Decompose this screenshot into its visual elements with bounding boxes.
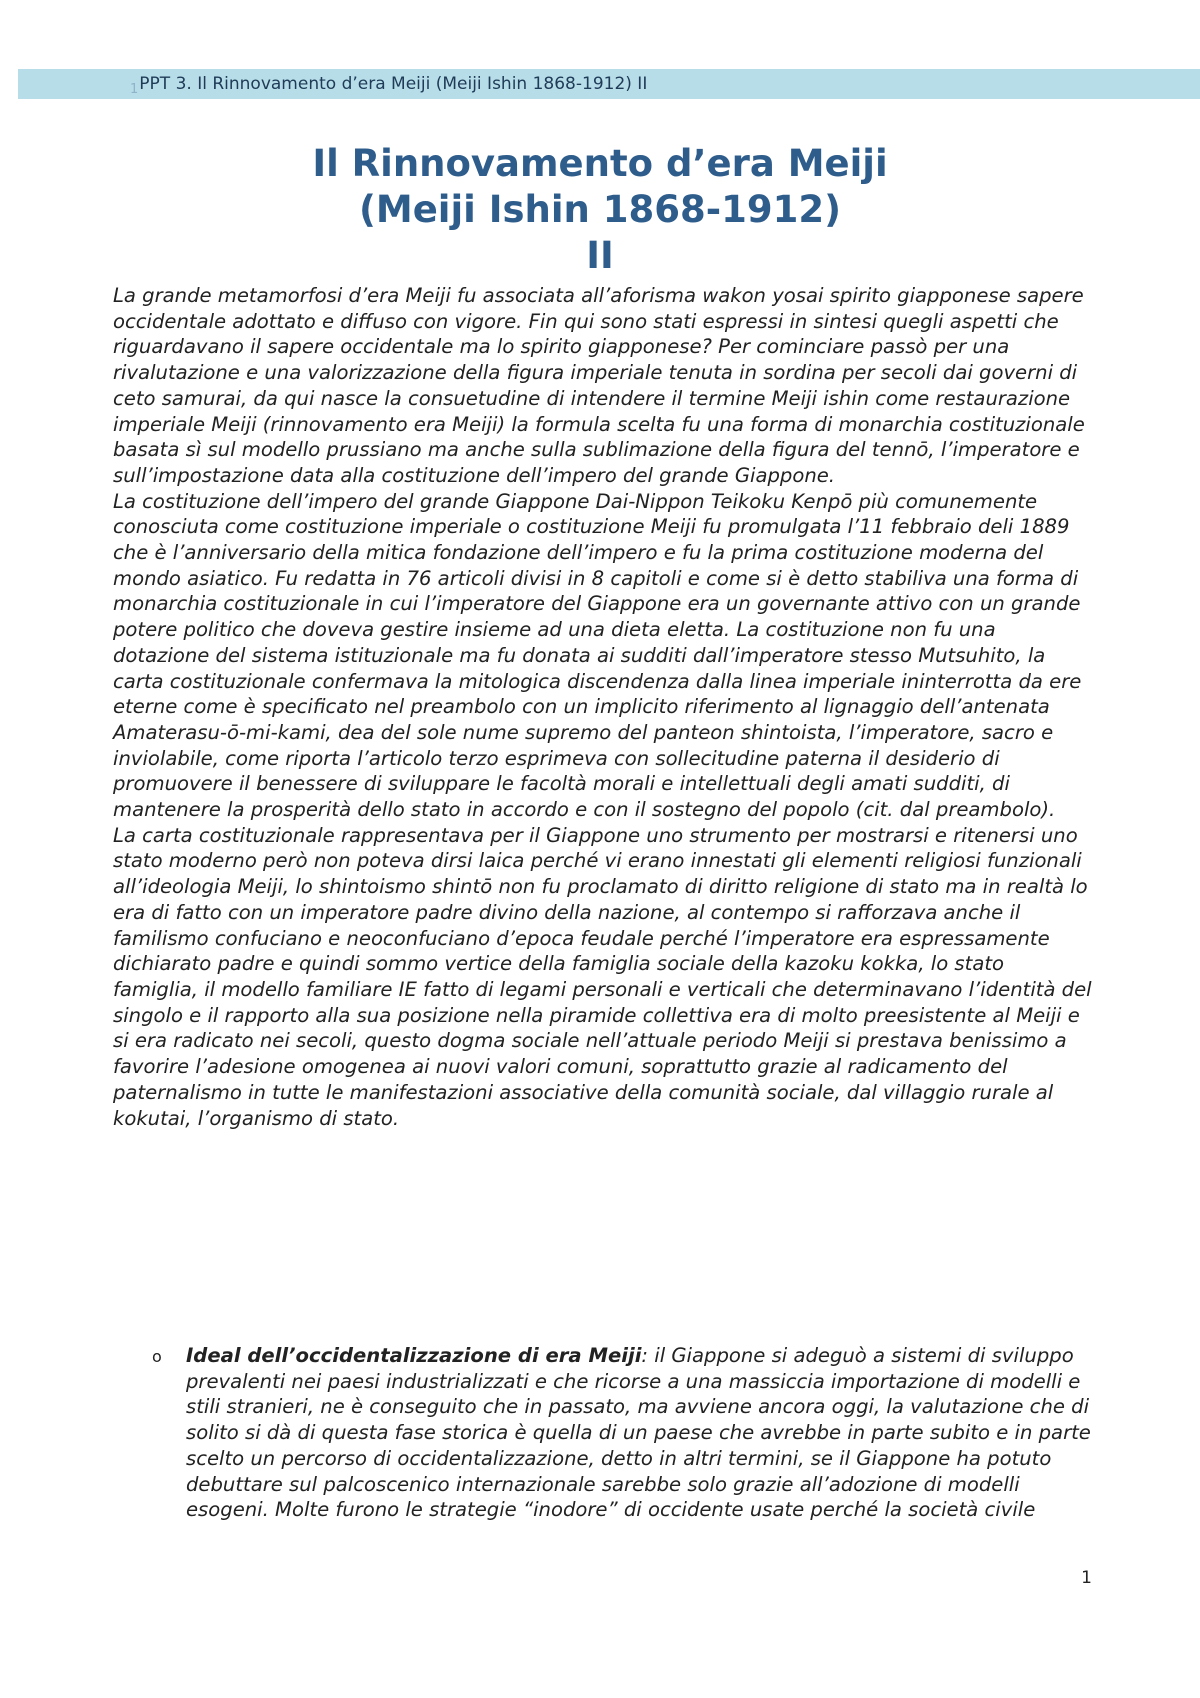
bullet-text (186, 1343, 1092, 1523)
document-title (0, 141, 1200, 279)
title-line-2: (Meiji Ishin 1868-1912) (358, 188, 841, 231)
header-text: PPT 3. Il Rinnovamento d’era Meiji (Meiji Ishin 1868-1912) II (139, 74, 648, 94)
title-line-1: Il Rinnovamento d’era Meiji (312, 142, 888, 185)
page-header (18, 69, 1200, 99)
bullet-lead: Ideal dell’occidentalizzazione di era Meiji (186, 1344, 642, 1367)
page-number: 1 (1081, 1568, 1092, 1588)
bullet-list-item (152, 1343, 1092, 1523)
paragraph: La grande metamorfosi d’era Meiji fu associata all’aforisma wakon yosai spirito giapponese sapere occidentale adottato e diffuso con vigore. Fin qui sono stati espressi in sintesi quegli aspetti che riguardavano il sapere occidentale ma lo spirito giapponese? Per cominciare passò per una rivalutazione e una valorizzazione della figura imperiale tenuta in sordina per secoli dai governi di ceto samurai, da qui nasce la consuetudine di intendere il termine Meiji ishin come restaurazione imperiale Meiji (rinnovamento era Meiji) la formula scelta fu una forma di monarchia costituzionale basata sì sul modello prussiano ma anche sulla sublimazione della figura del tennō, l’imperatore e sull’impostazione data alla costituzione dell’impero del grande Giappone. (113, 284, 1085, 487)
bullet-marker: o (152, 1347, 162, 1366)
paragraph: La costituzione dell’impero del grande Giappone Dai-Nippon Teikoku Kenpō più comunemente conosciuta come costituzione imperiale o costituzione Meiji fu promulgata l’11 febbraio deli 1889 che è l’anniversario della mitica fondazione dell’impero e fu la prima costituzione moderna del mondo asiatico. Fu redatta in 76 articoli divisi in 8 capitoli e come si è detto stabiliva una forma di monarchia costituzionale in cui l’imperatore del Giappone era un governante attivo con un grande potere politico che doveva gestire insieme ad una dieta eletta. La costituzione non fu una dotazione del sistema istituzionale ma fu donata ai sudditi dall’imperatore stesso Mutsuhito, la carta costituzionale confermava la mitologica discendenza dalla linea imperiale ininterrotta da ere eterne come è specificato nel preambolo con un implicito riferimento al lignaggio dell’antenata Amaterasu-ō-mi-kami, dea del sole nume supremo del panteon shintoista, l’imperatore, sacro e inviolabile, come riporta l’articolo terzo esprimeva con sollecitudine paterna il desiderio di promuovere il benessere di sviluppare le facoltà morali e intellettuali degli amati sudditi, di mantenere la prosperità dello stato in accordo e con il sostegno del popolo (cit. dal preambolo). (113, 489, 1082, 822)
header-footnote-number: 1 (130, 82, 139, 97)
bullet-body: : il Giappone si adeguò a sistemi di sviluppo prevalenti nei paesi industrializzati e che ricorse a una massiccia importazione di modelli e stili stranieri, ne è conseguito che in passato, ma avviene ancora oggi, la valutazione che di solito si dà di questa fase storica è quella di un paese che avrebbe in parte subito e in parte scelto un percorso di occidentalizzazione, detto in altri termini, se il Giappone ha potuto debuttare sul palcoscenico internazionale sarebbe solo grazie all’adozione di modelli esogeni. Molte furono le strategie “inodore” di occidente usate perché la società civile (186, 1344, 1091, 1522)
title-line-3: II (586, 234, 614, 277)
paragraph: La carta costituzionale rappresentava per il Giappone uno strumento per mostrarsi e ritenersi uno stato moderno però non poteva dirsi laica perché vi erano innestati gli elementi religiosi funzionali all’ideologia Meiji, lo shintoismo shintō non fu proclamato di diritto religione di stato ma in realtà lo era di fatto con un imperatore padre divino della nazione, al contempo si rafforzava anche il familismo confuciano e neoconfuciano d’epoca feudale perché l’imperatore era espressamente dichiarato padre e quindi sommo vertice della famiglia sociale della kazoku kokka, lo stato famiglia, il modello familiare IE fatto di legami personali e verticali che determinavano l’identità del singolo e il rapporto alla sua posizione nella piramide collettiva era di molto preesistente al Meiji e si era radicato nei secoli, questo dogma sociale nell’attuale periodo Meiji si prestava benissimo a favorire l’adesione omogenea ai nuovi valori comuni, soprattutto grazie al radicamento del paternalismo in tutte le manifestazioni associative della comunità sociale, dal villaggio rurale al kokutai, l’organismo di stato. (113, 823, 1092, 1130)
body-text (113, 283, 1093, 1131)
